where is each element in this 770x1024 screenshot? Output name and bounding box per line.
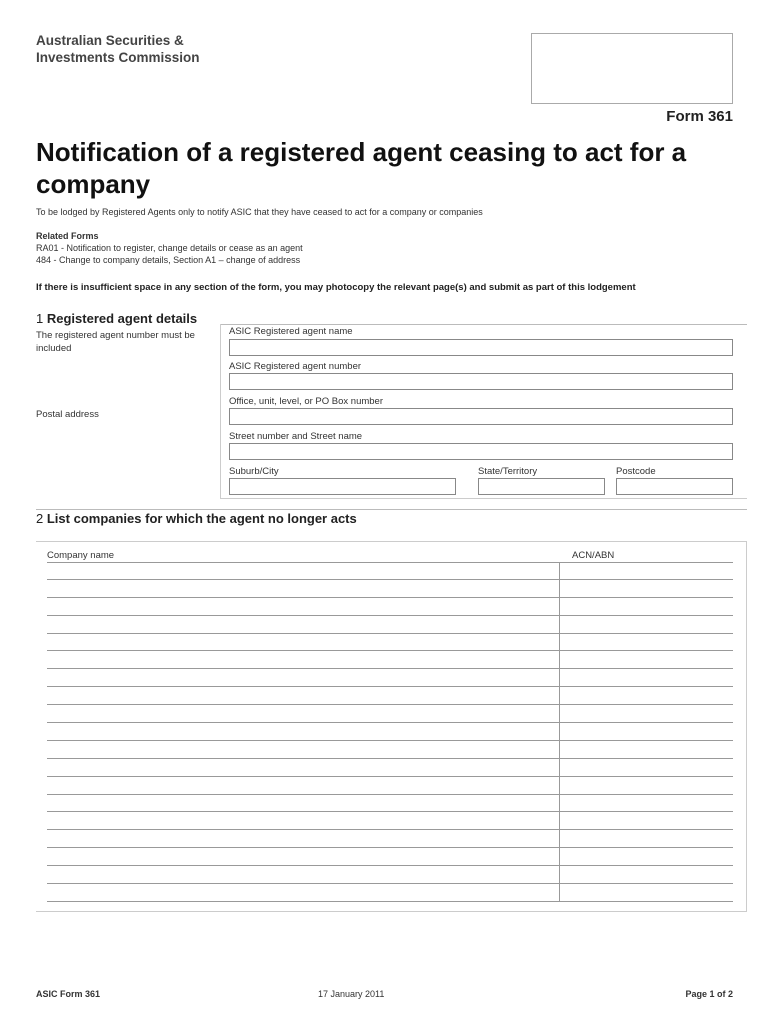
company-name-cell[interactable] [47,563,560,579]
postcode-field[interactable] [616,478,733,495]
table-row [47,616,733,634]
company-name-cell[interactable] [47,741,560,758]
acn-abn-cell[interactable] [560,812,733,829]
related-form-item: RA01 - Notification to register, change details or cease as an agent [36,243,303,253]
footer-page-number: Page 1 of 2 [685,989,733,999]
acn-abn-cell[interactable] [560,759,733,776]
company-name-cell[interactable] [47,616,560,633]
org-line-2: Investments Commission [36,50,200,65]
note-line-1: The registered agent number must be [36,330,195,341]
table-row [47,598,733,616]
acn-abn-cell[interactable] [560,777,733,794]
company-name-cell[interactable] [47,884,560,901]
section-1-heading: Registered agent details [46,311,198,326]
street-label: Street number and Street name [229,431,363,442]
form-number: Form 361 [666,108,733,125]
company-name-header: Company name [47,550,115,561]
table-row [47,723,733,741]
acn-abn-cell[interactable] [560,651,733,668]
agent-name-label: ASIC Registered agent name [229,326,353,337]
company-name-cell[interactable] [47,651,560,668]
section-1-number: 1 [36,311,44,326]
office-field[interactable] [229,408,733,425]
state-label: State/Territory [478,466,538,477]
acn-abn-cell[interactable] [560,830,733,847]
company-name-cell[interactable] [47,866,560,883]
table-row [47,759,733,777]
company-name-cell[interactable] [47,598,560,615]
agent-number-note [36,329,195,355]
acn-abn-cell[interactable] [560,741,733,758]
table-row [47,777,733,795]
acn-abn-cell[interactable] [560,598,733,615]
table-row [47,812,733,830]
table-row [47,884,733,902]
company-name-cell[interactable] [47,848,560,865]
office-label: Office, unit, level, or PO Box number [229,396,384,407]
organisation-name [36,32,200,66]
acn-abn-cell[interactable] [560,669,733,686]
acn-abn-cell[interactable] [560,848,733,865]
table-row [47,651,733,669]
org-line-1: Australian Securities & [36,33,184,48]
acn-abn-cell[interactable] [560,580,733,597]
acn-abn-cell[interactable] [560,616,733,633]
company-name-cell[interactable] [47,812,560,829]
table-row [47,562,733,580]
suburb-label: Suburb/City [229,466,279,477]
acn-abn-cell[interactable] [560,723,733,740]
acn-abn-cell[interactable] [560,687,733,704]
acn-abn-cell[interactable] [560,884,733,901]
company-name-cell[interactable] [47,580,560,597]
related-forms-heading: Related Forms [36,231,99,241]
company-name-cell[interactable] [47,687,560,704]
section-2-number: 2 [36,511,44,526]
table-row [47,687,733,705]
office-use-box [531,33,733,104]
table-row [47,848,733,866]
table-row [47,705,733,723]
table-row [47,866,733,884]
related-forms [36,230,303,266]
street-field[interactable] [229,443,733,460]
section-1-title [36,311,197,326]
intro-text: To be lodged by Registered Agents only to notify ASIC that they have ceased to act for a company or companies [36,207,483,217]
company-name-cell[interactable] [47,634,560,651]
acn-abn-cell[interactable] [560,795,733,812]
acn-abn-header: ACN/ABN [572,550,615,561]
state-field[interactable] [478,478,605,495]
company-name-cell[interactable] [47,759,560,776]
company-name-cell[interactable] [47,669,560,686]
postal-address-label: Postal address [36,409,99,420]
section-2-top-rule [36,509,747,510]
agent-number-label: ASIC Registered agent number [229,361,362,372]
company-name-cell[interactable] [47,777,560,794]
company-name-cell[interactable] [47,723,560,740]
postcode-label: Postcode [616,466,656,477]
suburb-field[interactable] [229,478,456,495]
space-notice: If there is insufficient space in any section of the form, you may photocopy the relevant page(s) and submit as part of this lodgement [36,282,636,293]
acn-abn-cell[interactable] [560,705,733,722]
acn-abn-cell[interactable] [560,866,733,883]
footer-form-id: ASIC Form 361 [36,989,101,999]
section-2-title [36,511,357,526]
related-form-item: 484 - Change to company details, Section A1 – change of address [36,255,301,265]
table-row [47,795,733,813]
table-row [47,830,733,848]
agent-name-field[interactable] [229,339,733,356]
company-name-cell[interactable] [47,705,560,722]
table-row [47,580,733,598]
companies-table [47,562,733,902]
table-row [47,669,733,687]
section-2-heading: List companies for which the agent no longer acts [46,511,357,526]
table-row [47,741,733,759]
page-title: Notification of a registered agent ceasing to act for a company [36,137,687,199]
acn-abn-cell[interactable] [560,634,733,651]
footer-date: 17 January 2011 [318,989,385,999]
company-name-cell[interactable] [47,795,560,812]
agent-number-field[interactable] [229,373,733,390]
company-name-cell[interactable] [47,830,560,847]
note-line-2: included [36,343,72,354]
acn-abn-cell[interactable] [560,563,733,579]
table-row [47,634,733,652]
